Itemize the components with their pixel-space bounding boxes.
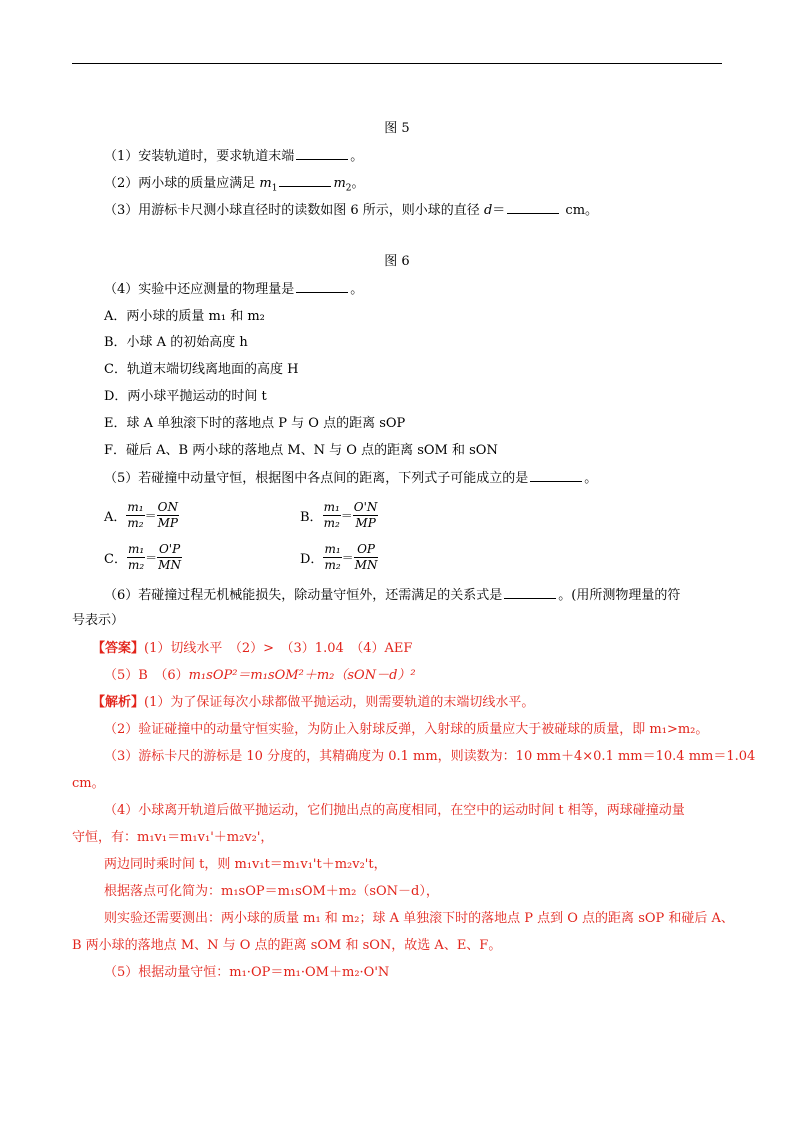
analysis-line-4d: 根据落点可化简为：m₁sOP＝m₁sOM＋m₂（sON－d），: [104, 884, 439, 899]
fraction-denominator: m₂: [323, 515, 340, 530]
equals-sign: ＝: [341, 550, 354, 565]
answer-blank-4[interactable]: [296, 280, 348, 293]
mass-m1-sub: 1: [271, 183, 278, 194]
question-4-suffix: 。: [350, 282, 364, 297]
option-5a-right-fraction: [157, 500, 179, 531]
analysis-line-2: （2）验证碰撞中的动量守恒实验，为防止入射球反弹，入射球的质量应大于被碰球的质量，即 m₁>m₂。: [104, 722, 709, 737]
answer-text-2: （5）B （6）: [104, 668, 189, 683]
option-4d[interactable]: D．两小球平抛运动的时间 t: [104, 389, 267, 404]
option-5c-left-fraction: [127, 542, 145, 573]
fraction-numerator: O'N: [353, 499, 378, 514]
question-1: [104, 147, 363, 166]
answer-text-1: (1）切线水平 （2）> （3）1.04 （4）AEF: [144, 641, 413, 656]
option-4a[interactable]: A．两小球的质量 m₁ 和 m₂: [104, 309, 265, 324]
option-4c[interactable]: C．轨道末端切线离地面的高度 H: [104, 362, 299, 377]
analysis-line-1: [92, 694, 534, 712]
question-2-suffix: 。: [351, 176, 365, 191]
analysis-line-4c: 两边同时乘时间 t，则 m₁v₁t＝m₁v₁'t＋m₂v₂'t，: [104, 857, 387, 872]
mass-m1: m: [259, 176, 272, 191]
question-3-unit: cm。: [561, 203, 599, 218]
question-2-text: （2）两小球的质量应满足: [104, 176, 260, 191]
fraction-denominator: MN: [354, 557, 378, 572]
answer-blank-6[interactable]: [504, 586, 556, 599]
fraction-numerator: m₁: [324, 541, 341, 556]
question-5-text: （5）若碰撞中动量守恒，根据图中各点间的距离，下列式子可能成立的是: [104, 471, 529, 486]
question-5-suffix: 。: [584, 471, 598, 486]
fraction-numerator: m₁: [127, 541, 145, 556]
question-6-line-1: [104, 586, 680, 605]
analysis-line-5: （5）根据动量守恒：m₁·OP＝m₁·OM＋m₂·O'N: [104, 965, 390, 980]
question-3-eq: ＝: [492, 203, 506, 218]
question-4-text: （4）实验中还应测量的物理量是: [104, 282, 295, 297]
option-5b-label: B．: [300, 509, 323, 525]
question-5: [104, 469, 597, 488]
analysis-line-4a: （4）小球离开轨道后做平抛运动，它们抛出点的高度相同，在空中的运动时间 t 相等，两球碰撞动量: [104, 803, 685, 818]
figure-6-caption: 图 6: [384, 254, 410, 269]
option-5b-left-fraction: [323, 500, 341, 531]
analysis-tag: 【解析】: [92, 695, 145, 710]
question-6-suffix: 。(用所测物理量的符: [558, 588, 681, 603]
option-5a-label: A．: [104, 509, 127, 525]
diameter-var: d: [483, 203, 493, 218]
fraction-numerator: m₁: [323, 499, 340, 514]
fraction-denominator: m₂: [127, 515, 144, 530]
answer-line-1: [92, 640, 412, 658]
analysis-line-3b: cm。: [72, 776, 105, 791]
option-5c-right-fraction: [157, 542, 182, 573]
fraction-numerator: m₁: [127, 499, 144, 514]
option-5a[interactable]: [104, 498, 179, 532]
mass-m2: m: [333, 176, 346, 191]
fraction-denominator: m₂: [127, 557, 145, 572]
analysis-line-4f: B 两小球的落地点 M、N 与 O 点的距离 sOM 和 sON，故选 A、E、F。: [72, 938, 502, 953]
option-5b-right-fraction: [353, 500, 379, 531]
answer-blank-3[interactable]: [507, 201, 559, 214]
equals-sign: ＝: [340, 508, 353, 523]
answer-blank-2[interactable]: [279, 174, 331, 187]
option-5d-label: D．: [300, 551, 324, 567]
question-3: [104, 201, 598, 220]
option-5b[interactable]: [300, 498, 378, 532]
question-1-suffix: 。: [350, 149, 364, 164]
analysis-line-4e: 则实验还需要测出：两小球的质量 m₁ 和 m₂；球 A 单独滚下时的落地点 P 点到 O 点的距离 sOP 和碰后 A、: [104, 911, 734, 926]
fraction-numerator: O'P: [158, 541, 181, 556]
analysis-line-3a: （3）游标卡尺的游标是 10 分度的，其精确度为 0.1 mm，则读数为：10 mm＋4×0.1 mm＝10.4 mm＝1.04: [104, 749, 756, 764]
figure-5-caption: 图 5: [384, 121, 410, 136]
equals-sign: ＝: [144, 508, 157, 523]
question-2: [104, 174, 365, 198]
question-1-text: （1）安装轨道时，要求轨道末端: [104, 149, 295, 164]
fraction-numerator: OP: [354, 542, 379, 558]
option-4e[interactable]: E．球 A 单独滚下时的落地点 P 与 O 点的距离 sOP: [104, 416, 406, 431]
question-6-line-2: 号表示）: [72, 613, 125, 628]
option-5d-left-fraction: [323, 542, 341, 573]
answer-formula: m₁sOP²＝m₁sOM²＋m₂（sON－d）²: [188, 668, 416, 683]
analysis-text-1: (1）为了保证每次小球都做平抛运动，则需要轨道的末端切线水平。: [144, 695, 535, 710]
option-4b[interactable]: B．小球 A 的初始高度 h: [104, 335, 248, 350]
fraction-denominator: m₂: [324, 557, 341, 572]
answer-blank-1[interactable]: [296, 147, 348, 160]
option-5a-left-fraction: [126, 500, 144, 531]
question-4: [104, 280, 363, 299]
option-5c-label: C．: [104, 551, 127, 567]
equals-sign: ＝: [145, 550, 158, 565]
analysis-line-4b: 守恒，有：m₁v₁＝m₁v₁'＋m₂v₂'，: [72, 830, 274, 845]
question-3-text: （3）用游标卡尺测小球直径时的读数如图 6 所示，则小球的直径: [104, 203, 484, 218]
option-4f[interactable]: F．碰后 A、B 两小球的落地点 M、N 与 O 点的距离 sOM 和 sON: [104, 443, 498, 458]
mass-m2-sub: 2: [345, 183, 352, 194]
question-6-text: （6）若碰撞过程无机械能损失，除动量守恒外，还需满足的关系式是: [104, 588, 503, 603]
fraction-denominator: MP: [157, 515, 178, 530]
header-rule: [72, 63, 722, 64]
option-5d[interactable]: [300, 540, 378, 574]
answer-line-2: [104, 667, 416, 685]
answer-tag: 【答案】: [92, 641, 145, 656]
option-5c[interactable]: [104, 540, 182, 574]
answer-blank-5[interactable]: [530, 469, 582, 482]
option-5d-right-fraction: [354, 542, 379, 573]
fraction-numerator: ON: [157, 499, 178, 514]
fraction-denominator: MP: [355, 515, 376, 530]
fraction-denominator: MN: [158, 557, 181, 572]
